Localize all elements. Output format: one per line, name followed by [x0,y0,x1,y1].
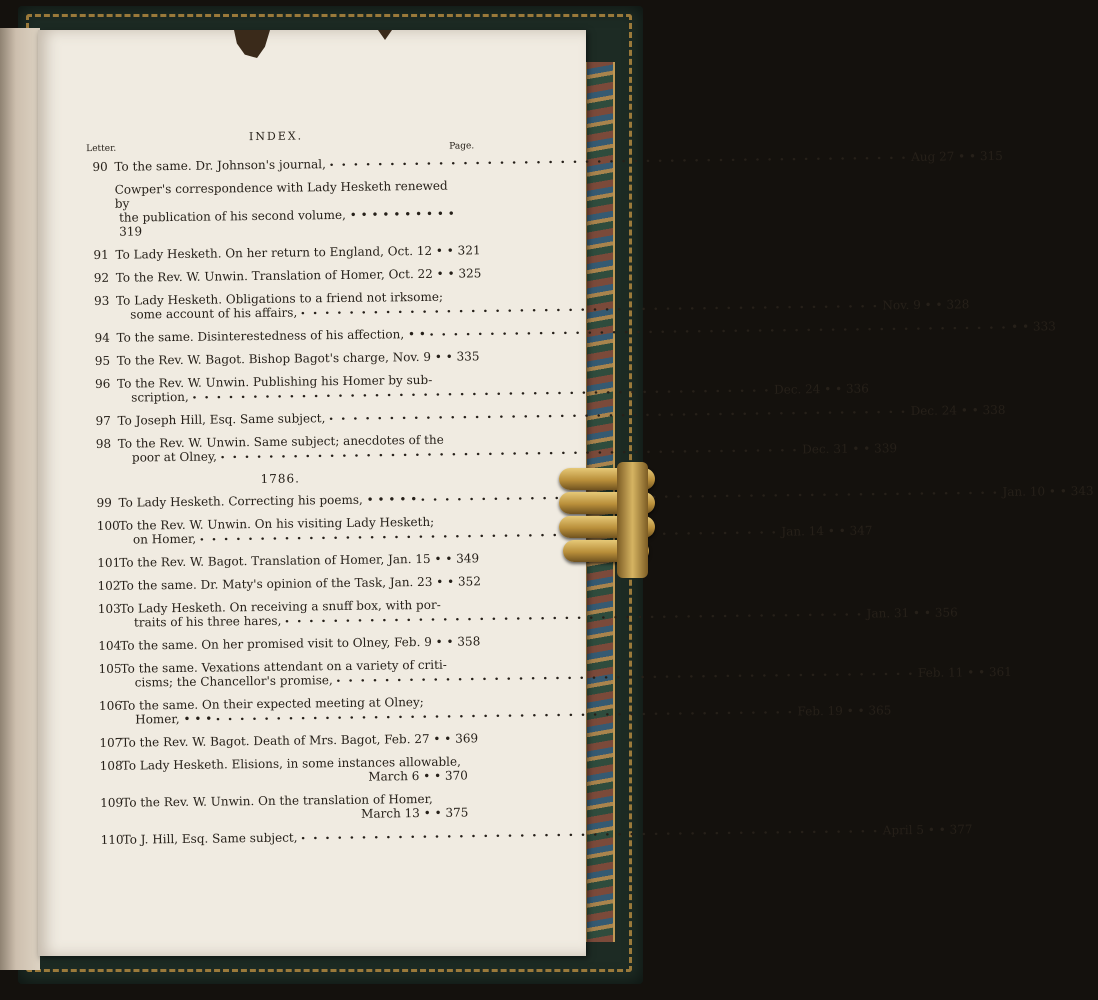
page-reference: Jan. 10 • • 343 [1002,483,1094,499]
entry-body [117,349,480,367]
index-entry [98,694,892,727]
entry-text: To the Rev. W. Bagot. Death of Mrs. Bagot, Feb. 27 • • 369 [121,731,479,750]
clasp-cuff [617,462,648,578]
letter-number: 94 [94,330,110,345]
entry-body [120,591,958,629]
brass-clasp [545,462,648,578]
entry-body [122,791,468,823]
letter-number: 101 [97,555,121,570]
entry-text: To the Rev. W. Bagot. Bishop Bagot's charge, Nov. 9 • • 335 [116,349,480,368]
index-entry [100,822,973,847]
letter-number: 103 [97,601,121,616]
letter-number: 90 [92,159,108,174]
letter-number: 108 [99,758,123,773]
index-entry [96,483,1094,510]
entry-text: To the Rev. W. Unwin. On the translation of Homer, [122,791,433,810]
page-reference: • • 333 [1011,319,1056,334]
letter-number: 98 [95,436,112,451]
letter-number: 95 [94,353,111,368]
index-entry [94,372,869,405]
letter-column-label: Letter. [86,143,117,155]
entry-text: poor at Olney, [131,449,218,465]
entry-body [119,509,873,546]
index-entry [94,349,480,368]
left-page-edge [0,28,40,970]
page-reference: Jan. 31 • • 356 [866,605,958,621]
entry-text: To Lady Hesketh. On receiving a snuff box, with por- [119,597,441,616]
entry-text: To the same. Dr. Johnson's journal, [114,157,326,174]
page-reference: Nov. 9 • • 328 [882,297,970,313]
index-entry [93,243,481,262]
page-reference: Aug 27 • • 315 [911,148,1003,164]
page-reference: Dec. 24 • • 338 [910,402,1006,419]
letter-number: 96 [94,376,111,391]
entry-body [116,283,969,321]
index-entry [93,266,482,285]
letter-number: 104 [98,638,122,653]
entry-text: March 6 • • 370 [368,768,468,784]
entry-line [116,266,482,284]
note-line: Cowper's correspondence with Lady Hesketh renewed by [114,178,448,211]
index-entry [100,791,468,823]
index-entry [97,597,958,630]
entry-text: To the Rev. W. Unwin. Publishing his Homer by sub- [116,372,433,391]
entry-body [122,754,468,786]
index-entry [94,319,1056,345]
entry-text: Homer, • • • [135,711,213,727]
entry-line [117,349,480,367]
letter-number: 106 [98,698,123,713]
page-reference: April 5 • • 377 [882,822,973,838]
entries-1785 [92,148,1056,465]
index-entry [99,731,479,750]
index-entry [97,551,480,570]
letter-number: 105 [98,661,122,676]
entry-text: To the same. Vexations attendant on a variety of criti- [120,657,447,676]
page-reference: Feb. 19 • • 365 [797,703,892,719]
entry-body [115,243,480,261]
index-entry [95,402,1006,428]
entry-text: To the Rev. W. Unwin. Translation of Homer, Oct. 22 • • 325 [115,266,482,285]
page-reference: Dec. 31 • • 339 [802,441,898,457]
entry-text: To the same. On her promised visit to Olney, Feb. 9 • • 358 [120,634,481,653]
letter-number: 110 [100,832,124,847]
entry-body [116,266,482,284]
section-note [115,179,462,239]
index-text [86,128,1094,856]
entry-text: traits of his three hares, [133,613,282,630]
page-title: INDEX. [248,129,304,144]
letter-number: 100 [96,518,120,533]
entry-text: To Lady Hesketh. On her return to England, Oct. 12 • • 321 [115,243,481,262]
entries-1786 [96,483,1094,847]
letter-number: 91 [93,247,109,262]
letter-number: 97 [95,413,111,428]
entry-text: To the Rev. W. Bagot. Translation of Homer, Jan. 15 • • 349 [119,551,480,570]
entry-text: To the Rev. W. Unwin. On his visiting Lady Hesketh; [118,514,435,533]
index-entry [98,634,481,653]
note-line: the publication of his second volume, • • • • • • • • • • 319 [118,206,455,239]
index-entry [93,289,970,322]
entry-line [119,551,479,569]
entry-text: To the same. Dr. Maty's opinion of the Task, Jan. 23 • • 352 [119,574,481,593]
entry-body [118,427,897,465]
entry-line [120,634,480,652]
page-reference: Dec. 24 • • 336 [773,381,869,397]
entry-line [119,574,481,592]
entry-text: cisms; the Chancellor's promise, [134,673,333,690]
entry-body [119,551,479,569]
entry-body [121,731,478,749]
letter-number: 102 [97,578,121,593]
entry-text: To Joseph Hill, Esq. Same subject, [117,411,326,428]
page-header [86,128,475,160]
entry-body [119,574,481,592]
entry-text: on Homer, [132,531,197,547]
index-entry [97,574,481,593]
entry-line [121,731,478,749]
year-heading: 1786. [260,471,301,486]
entry-text: To Lady Hesketh. Obligations to a friend not irksome; [115,289,444,308]
page-column-label: Page. [449,141,475,152]
entry-body [117,368,869,405]
entry-text: To the same. Disinterestedness of his affection, • • [116,326,426,345]
entry-body [120,634,480,652]
entry-text: scription, [131,389,189,405]
entry-text: To Lady Hesketh. Correcting his poems, • • • • • [118,492,418,510]
entry-text: March 13 • • 375 [361,805,469,821]
entry-text: To J. Hill, Esq. Same subject, [122,830,298,847]
letter-number: 99 [96,495,112,510]
letter-number: 92 [93,270,110,285]
page-reference: Feb. 11 • • 361 [917,664,1012,680]
entry-text: To Lady Hesketh. Elisions, in some instances allowable, [121,754,461,773]
torn-corner [234,30,270,58]
index-entry [100,754,468,786]
index-entry [96,514,873,547]
entry-text: some account of his affairs, [130,305,298,322]
letter-number: 107 [99,735,123,750]
letter-number: 93 [93,293,110,308]
letter-number: 109 [100,795,124,810]
entry-body [121,689,892,726]
entry-text: To the Rev. W. Unwin. Same subject; anecdotes of the [117,432,444,451]
entry-body [120,651,1011,690]
entry-text: To the same. On their expected meeting at Olney; [120,694,424,713]
index-entry [98,657,1012,690]
torn-notch [378,30,392,40]
entry-line [115,243,480,261]
index-entry [95,432,898,465]
page-reference: Jan. 14 • • 347 [781,523,873,539]
